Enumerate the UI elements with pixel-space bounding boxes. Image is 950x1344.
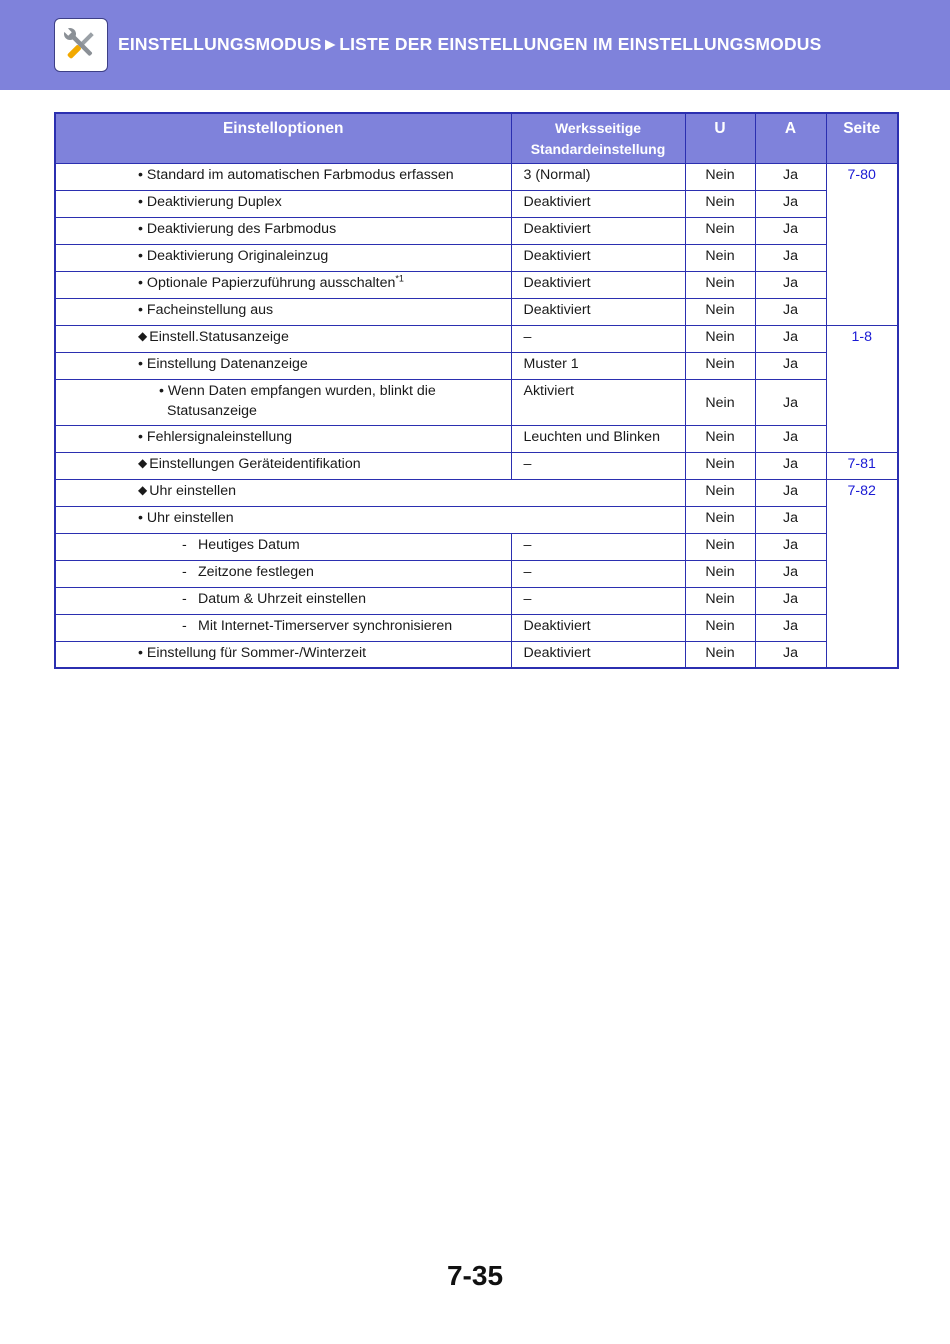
page-header xyxy=(0,0,950,90)
table-row xyxy=(55,163,898,190)
option-label: Zeitzone festlegen xyxy=(198,563,314,580)
a-value: Ja xyxy=(755,379,826,425)
page-title: EINSTELLUNGSMODUS►LISTE DER EINSTELLUNGEN IM EINSTELLUNGSMODUS xyxy=(118,34,822,54)
a-value: Ja xyxy=(755,298,826,325)
default-value: – xyxy=(511,452,685,479)
u-value: Nein xyxy=(685,379,755,425)
a-value: Ja xyxy=(755,190,826,217)
default-value: Deaktiviert xyxy=(511,217,685,244)
table-row xyxy=(55,271,898,298)
default-value: Muster 1 xyxy=(511,352,685,379)
a-value: Ja xyxy=(755,425,826,452)
option-label: • Optionale Papierzuführung ausschalten xyxy=(138,274,396,291)
option-label: Datum & Uhrzeit einstellen xyxy=(198,590,366,607)
u-value: Nein xyxy=(685,425,755,452)
table-row xyxy=(55,641,898,668)
option-label: • Facheinstellung aus xyxy=(138,301,274,318)
default-value: Deaktiviert xyxy=(511,190,685,217)
u-value: Nein xyxy=(685,506,755,533)
option-label-continued: Statusanzeige xyxy=(167,402,257,419)
a-value: Ja xyxy=(755,506,826,533)
diamond-icon: ◆ xyxy=(138,455,148,470)
option-label: • Deaktivierung des Farbmodus xyxy=(138,220,337,237)
dash-marker: - xyxy=(182,590,187,607)
a-value: Ja xyxy=(755,163,826,190)
settings-table xyxy=(54,112,899,669)
a-value: Ja xyxy=(755,244,826,271)
page-link[interactable]: 7-82 xyxy=(826,479,898,668)
default-value: Deaktiviert xyxy=(511,614,685,641)
table-row xyxy=(55,560,898,587)
u-value: Nein xyxy=(685,244,755,271)
option-label: • Deaktivierung Duplex xyxy=(138,193,282,210)
a-value: Ja xyxy=(755,533,826,560)
u-value: Nein xyxy=(685,190,755,217)
default-value: Leuchten und Blinken xyxy=(511,425,685,452)
table-row xyxy=(55,352,898,379)
table-row xyxy=(55,379,898,425)
table-row xyxy=(55,452,898,479)
table-row xyxy=(55,244,898,271)
option-label: Uhr einstellen xyxy=(149,482,236,499)
u-value: Nein xyxy=(685,479,755,506)
table-header-row xyxy=(55,113,898,163)
default-value: – xyxy=(511,325,685,352)
dash-marker: - xyxy=(182,536,187,553)
option-label: Mit Internet-Timerserver synchronisieren xyxy=(198,617,453,634)
default-value: – xyxy=(511,587,685,614)
page-link[interactable]: 7-81 xyxy=(826,452,898,479)
u-value: Nein xyxy=(685,325,755,352)
u-value: Nein xyxy=(685,641,755,668)
a-value: Ja xyxy=(755,352,826,379)
dash-marker: - xyxy=(182,617,187,634)
option-label: • Uhr einstellen xyxy=(138,509,234,526)
default-value: Aktiviert xyxy=(511,379,685,425)
column-header-a: A xyxy=(755,113,826,163)
option-label: • Einstellung Datenanzeige xyxy=(138,355,308,372)
default-value: Deaktiviert xyxy=(511,244,685,271)
u-value: Nein xyxy=(685,352,755,379)
default-value: – xyxy=(511,533,685,560)
page-link[interactable]: 1-8 xyxy=(826,325,898,452)
option-label: • Einstellung für Sommer-/Winterzeit xyxy=(138,644,367,661)
option-label: • Deaktivierung Originaleinzug xyxy=(138,247,329,264)
table-row xyxy=(55,325,898,352)
u-value: Nein xyxy=(685,533,755,560)
table-row xyxy=(55,217,898,244)
u-value: Nein xyxy=(685,614,755,641)
table-row xyxy=(55,298,898,325)
table-row xyxy=(55,587,898,614)
a-value: Ja xyxy=(755,587,826,614)
option-label: Einstell.Statusanzeige xyxy=(149,328,289,345)
page-link[interactable]: 7-80 xyxy=(826,163,898,325)
table-row xyxy=(55,614,898,641)
column-header-page: Seite xyxy=(826,113,898,163)
dash-marker: - xyxy=(182,563,187,580)
diamond-icon: ◆ xyxy=(138,482,148,497)
table-row xyxy=(55,533,898,560)
option-label: • Standard im automatischen Farbmodus erfassen xyxy=(138,166,454,183)
u-value: Nein xyxy=(685,163,755,190)
table-row xyxy=(55,425,898,452)
option-label: • Wenn Daten empfangen wurden, blinkt die xyxy=(159,382,436,399)
option-label: Heutiges Datum xyxy=(198,536,300,553)
u-value: Nein xyxy=(685,217,755,244)
diamond-icon: ◆ xyxy=(138,328,148,343)
u-value: Nein xyxy=(685,271,755,298)
option-label: Einstellungen Geräteidentifikation xyxy=(149,455,361,472)
tools-icon xyxy=(54,18,108,72)
u-value: Nein xyxy=(685,298,755,325)
table-row xyxy=(55,190,898,217)
column-header-default: Werksseitige Standardeinstellung xyxy=(511,113,685,163)
column-header-u: U xyxy=(685,113,755,163)
u-value: Nein xyxy=(685,452,755,479)
default-value: Deaktiviert xyxy=(511,641,685,668)
a-value: Ja xyxy=(755,560,826,587)
footnote-marker: *1 xyxy=(395,272,404,283)
a-value: Ja xyxy=(755,271,826,298)
option-label: • Fehlersignaleinstellung xyxy=(138,428,293,445)
default-value: Deaktiviert xyxy=(511,271,685,298)
default-value: Deaktiviert xyxy=(511,298,685,325)
table-row xyxy=(55,506,898,533)
a-value: Ja xyxy=(755,217,826,244)
a-value: Ja xyxy=(755,614,826,641)
a-value: Ja xyxy=(755,479,826,506)
a-value: Ja xyxy=(755,325,826,352)
u-value: Nein xyxy=(685,587,755,614)
a-value: Ja xyxy=(755,641,826,668)
page-number: 7-35 xyxy=(446,1260,504,1291)
default-value: – xyxy=(511,560,685,587)
a-value: Ja xyxy=(755,452,826,479)
u-value: Nein xyxy=(685,560,755,587)
column-header-option: Einstelloptionen xyxy=(55,113,511,163)
table-row xyxy=(55,479,898,506)
default-value: 3 (Normal) xyxy=(511,163,685,190)
